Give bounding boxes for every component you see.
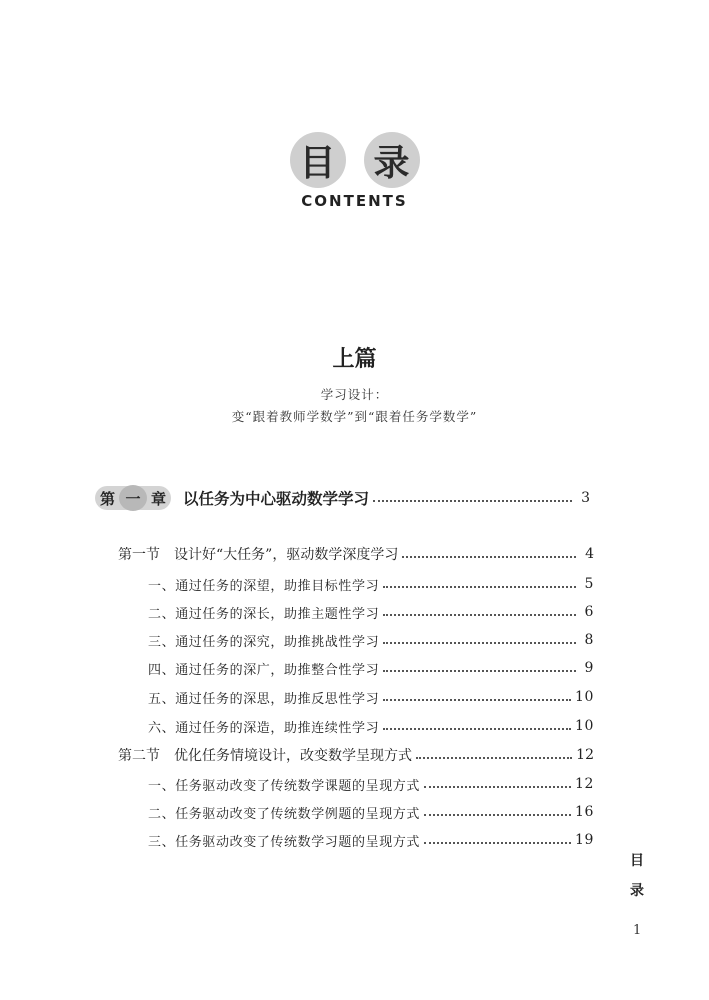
dot-leader [383,699,571,701]
toc-entry-label: 第一节 设计好“大任务”，驱动数学深度学习 [118,547,399,563]
chapter-badge-char: 第 [99,489,115,508]
toc-section-entry[interactable] [118,543,594,565]
toc-entry-page: 12 [574,776,594,792]
toc-item-entry[interactable] [148,629,594,651]
toc-item-entry[interactable] [148,601,594,623]
side-mark-lu: 录 [630,883,644,899]
toc-entry-label: 五、通过任务的深思，助推反思性学习 [148,691,380,707]
toc-item-entry[interactable] [148,715,594,737]
chapter-badge-char: 章 [150,489,166,508]
dot-leader [383,728,571,730]
toc-entry-label: 二、任务驱动改变了传统数学例题的呈现方式 [148,806,421,822]
dot-leader [373,500,572,502]
toc-entry-page: 10 [574,718,594,734]
toc-entry-label: 三、任务驱动改变了传统数学习题的呈现方式 [148,834,421,850]
toc-entry-label: 二、通过任务的深长，助推主题性学习 [148,606,380,622]
dot-leader [383,642,576,644]
toc-entry-label: 一、通过任务的深望，助推目标性学习 [148,578,380,594]
toc-entry-page: 5 [584,576,594,592]
toc-item-entry[interactable] [148,829,594,851]
part-title: 上篇 [332,347,377,372]
toc-item-entry[interactable] [148,801,594,823]
chapter-title: 以任务为中心驱动数学学习 [183,490,370,508]
contents-label: CONTENTS [301,192,408,210]
toc-item-entry[interactable] [148,657,594,679]
chapter-page-number: 3 [581,490,590,506]
toc-entry-page: 19 [574,832,594,848]
chapter-badge [95,486,171,510]
toc-entry-label: 一、任务驱动改变了传统数学课题的呈现方式 [148,778,421,794]
toc-entry-label: 第二节 优化任务情境设计，改变数学呈现方式 [118,748,412,764]
toc-item-entry[interactable] [148,773,594,795]
dot-leader [402,556,576,558]
chapter-entry[interactable] [95,485,590,511]
dot-leader [424,786,571,788]
dot-leader [416,757,572,759]
toc-entry-page: 10 [574,689,594,705]
toc-entry-page: 4 [585,546,594,562]
toc-entry-label: 三、通过任务的深究，助推挑战性学习 [148,634,380,650]
toc-entry-label: 六、通过任务的深造，助推连续性学习 [148,720,380,736]
dot-leader [424,814,571,816]
part-subtitle-line1: 学习设计： [320,387,389,402]
dot-leader [383,586,576,588]
dot-leader [383,670,576,672]
heading-char-lu: 录 [364,132,420,188]
heading-char-mu: 目 [290,132,346,188]
page-folio: 1 [633,923,642,938]
dot-leader [383,614,576,616]
toc-heading [0,132,709,188]
toc-entry-page: 9 [584,660,594,676]
toc-entry-label: 四、通过任务的深广，助推整合性学习 [148,662,380,678]
toc-entry-page: 6 [584,604,594,620]
chapter-badge-char: 一 [125,489,141,508]
toc-entry-page: 16 [574,804,594,820]
part-subtitle-line2: 变“跟着教师学数学”到“跟着任务学数学” [231,409,478,424]
toc-item-entry[interactable] [148,686,594,708]
toc-item-entry[interactable] [148,573,594,595]
toc-entry-page: 8 [584,632,594,648]
toc-section-entry[interactable] [118,744,594,766]
toc-entry-page: 12 [576,747,594,763]
dot-leader [424,842,571,844]
side-mark-mu: 目 [630,853,644,869]
